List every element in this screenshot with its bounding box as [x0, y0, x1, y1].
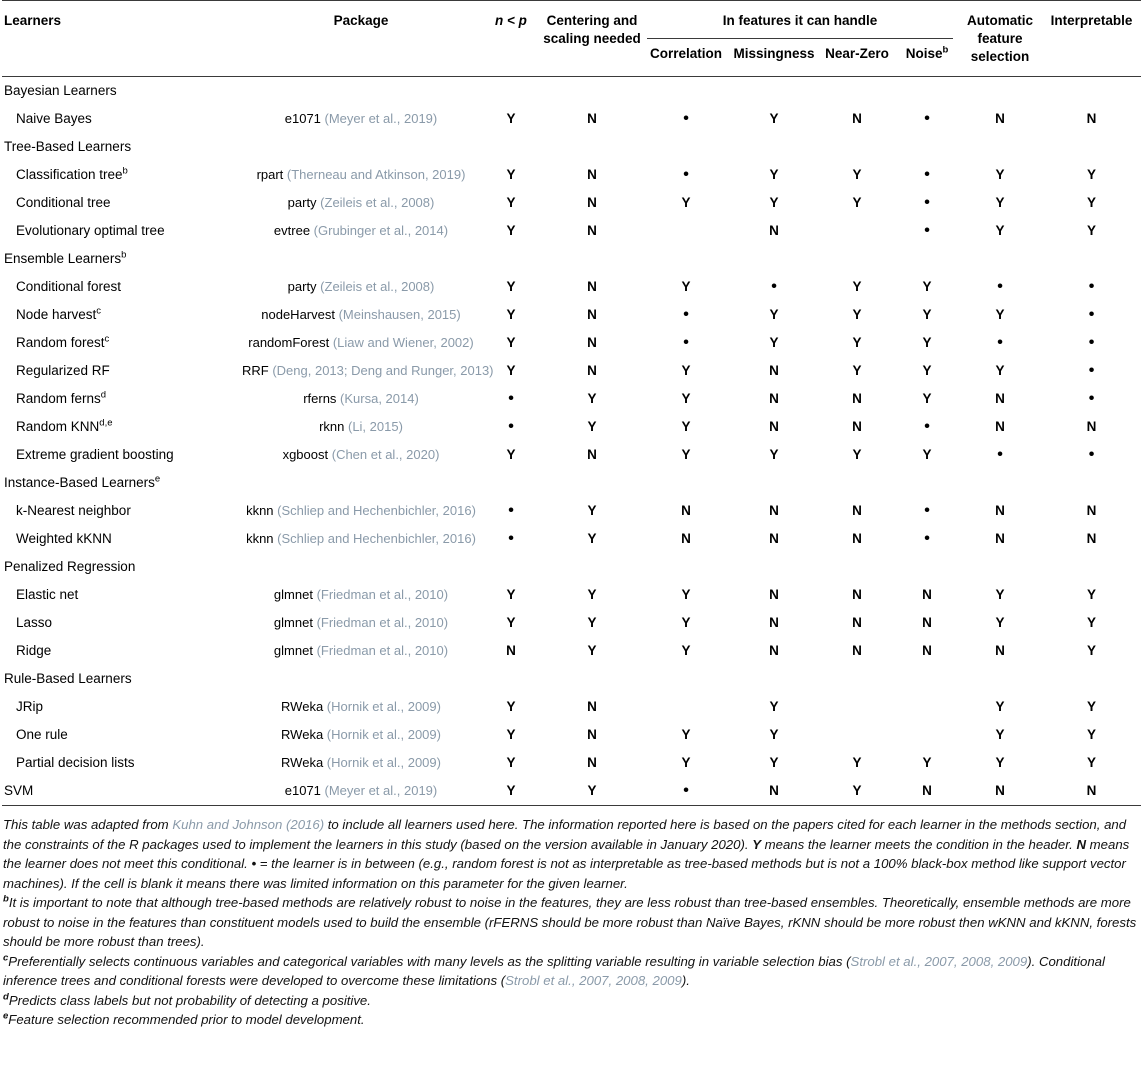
value-cell: Y	[852, 335, 862, 350]
value-cell: Y	[506, 587, 516, 602]
value-cell: Y	[506, 307, 516, 322]
learner-name: Regularized RF	[16, 363, 110, 378]
package-name: e1071 (Meyer et al., 2019)	[284, 783, 438, 798]
table-row	[2, 105, 1141, 133]
section-label: Ensemble Learners$^b$	[4, 249, 127, 266]
value-cell: Y	[681, 615, 691, 630]
value-cell: N	[587, 111, 597, 126]
section-label: Instance-Based Learners$^e$	[4, 473, 161, 490]
citation-link[interactable]: (Schliep and Hechenbichler, 2016)	[277, 503, 476, 518]
value-cell: Y	[995, 615, 1005, 630]
value-cell: Y	[1087, 727, 1097, 742]
col-group-features-handled	[642, 1, 958, 40]
value-cell: N	[852, 643, 862, 658]
value-cell: Y	[769, 111, 779, 126]
value-cell: Y	[1087, 643, 1097, 658]
learner-name: Naive Bayes	[16, 111, 92, 126]
col-header-centering-scaling: Centering and scaling needed	[543, 13, 641, 46]
table-row	[2, 413, 1141, 441]
table-row	[2, 441, 1141, 469]
value-cell: Y	[681, 587, 691, 602]
footnote: This table was adapted from Kuhn and Johnson (2016) to include all learners used here. The information reported here is based on the papers cited for each learner in the methods section, and the constraints of the R packages used to implement the learners in this study (based on the version available in January 2020). Y means the learner meets the condition in the header. N means the learner does not meet this conditional. • = the learner is in between (e.g., random forest is not as interpretable as tree-based methods but is not a 100% black-box method like support vector machines). If the cell is blank it means there was limited information on this parameter for the given learner.	[3, 817, 1130, 891]
value-cell: Y	[506, 615, 516, 630]
section-row	[2, 553, 1141, 581]
value-cell: •	[508, 390, 514, 407]
value-cell: Y	[995, 223, 1005, 238]
package-name: glmnet (Friedman et al., 2010)	[273, 643, 449, 658]
value-cell: Y	[1087, 195, 1097, 210]
learner-name: Lasso	[16, 615, 53, 630]
value-cell: Y	[506, 447, 516, 462]
col-header-correlation: Correlation	[649, 46, 722, 61]
value-cell: N	[769, 223, 779, 238]
value-cell: •	[1088, 306, 1095, 323]
value-cell: •	[1088, 278, 1095, 295]
section-row	[2, 77, 1141, 106]
value-cell: N	[587, 335, 597, 350]
value-cell: Y	[681, 391, 691, 406]
footnote-marker: c	[3, 952, 9, 964]
value-cell: Y	[587, 615, 597, 630]
value-cell: •	[1088, 446, 1095, 463]
value-cell: N	[587, 195, 597, 210]
table-body	[2, 77, 1141, 806]
value-cell: •	[508, 530, 514, 547]
value-cell: Y	[506, 699, 516, 714]
value-cell: Y	[769, 447, 779, 462]
value-cell: •	[683, 782, 689, 799]
value-cell: Y	[587, 587, 597, 602]
value-cell: Y	[852, 363, 862, 378]
value-cell: •	[508, 502, 514, 519]
table-row	[2, 637, 1141, 665]
section-row	[2, 133, 1141, 161]
value-cell: N	[769, 643, 779, 658]
value-cell: •	[924, 166, 930, 183]
value-cell: Y	[681, 419, 691, 434]
value-cell: Y	[1087, 755, 1097, 770]
package-name: nodeHarvest (Meinshausen, 2015)	[261, 307, 461, 322]
learner-name: Classification tree$^b$	[16, 165, 128, 182]
table-row	[2, 329, 1141, 357]
value-cell: N	[587, 279, 597, 294]
value-cell: •	[924, 502, 930, 519]
section-row	[2, 665, 1141, 693]
value-cell: Y	[995, 699, 1005, 714]
table-row	[2, 497, 1141, 525]
package-name: glmnet (Friedman et al., 2010)	[273, 615, 449, 630]
citation-link[interactable]: (Meinshausen, 2015)	[338, 307, 461, 322]
value-cell: Y	[922, 363, 932, 378]
table-row	[2, 301, 1141, 329]
value-cell: Y	[769, 699, 779, 714]
value-cell: •	[771, 278, 777, 295]
learner-name: SVM	[4, 783, 34, 798]
value-cell: Y	[1087, 699, 1097, 714]
value-cell: Y	[995, 587, 1005, 602]
citation-link[interactable]: (Zeileis et al., 2008)	[320, 279, 435, 294]
col-header-noise	[896, 39, 958, 77]
value-cell: Y	[922, 335, 932, 350]
value-cell: Y	[995, 727, 1005, 742]
value-cell: N	[587, 307, 597, 322]
value-cell: Y	[769, 755, 779, 770]
value-cell: Y	[506, 279, 516, 294]
value-cell: •	[508, 418, 514, 435]
table-header	[2, 1, 1141, 77]
citation-link[interactable]: (Friedman et al., 2010)	[316, 587, 449, 602]
citation-link[interactable]: (Chen et al., 2020)	[331, 447, 440, 462]
value-cell: N	[922, 643, 932, 658]
citation-link[interactable]: (Grubinger et al., 2014)	[313, 223, 449, 238]
value-cell: Y	[681, 447, 691, 462]
value-cell: Y	[506, 727, 516, 742]
value-cell: N	[587, 699, 597, 714]
value-cell: N	[995, 419, 1005, 434]
value-cell: Y	[1087, 167, 1097, 182]
value-cell: N	[922, 783, 932, 798]
value-cell: Y	[995, 167, 1005, 182]
value-cell: N	[506, 643, 516, 658]
learner-name: Random forest$^c$	[16, 333, 110, 350]
package-name: party (Zeileis et al., 2008)	[287, 279, 435, 294]
header-row-main	[2, 1, 1141, 40]
value-cell: Y	[995, 307, 1005, 322]
value-cell	[642, 693, 730, 721]
package-name: randomForest (Liaw and Wiener, 2002)	[248, 335, 474, 350]
value-cell: Y	[587, 391, 597, 406]
value-cell: Y	[681, 195, 691, 210]
col-header-near-zero: Near-Zero	[825, 46, 889, 61]
value-cell: N	[587, 447, 597, 462]
value-cell: Y	[506, 783, 516, 798]
value-cell: N	[922, 615, 932, 630]
value-cell: N	[995, 503, 1005, 518]
package-name: rferns (Kursa, 2014)	[303, 391, 419, 406]
learner-name: Partial decision lists	[16, 755, 135, 770]
learner-name: Random ferns$^d$	[16, 389, 107, 406]
value-cell: Y	[769, 727, 779, 742]
value-cell: N	[852, 531, 862, 546]
value-cell: Y	[506, 223, 516, 238]
value-cell: Y	[995, 195, 1005, 210]
learner-name: Conditional tree	[16, 195, 111, 210]
citation-link[interactable]: (Hornik et al., 2009)	[326, 727, 441, 742]
value-cell: N	[1086, 531, 1097, 546]
value-cell: Y	[852, 307, 862, 322]
value-cell: •	[924, 530, 930, 547]
value-cell: Y	[769, 307, 779, 322]
value-cell: Y	[852, 755, 862, 770]
citation-link[interactable]: (Zeileis et al., 2008)	[320, 195, 435, 210]
table-row	[2, 777, 1141, 806]
value-cell: Y	[852, 279, 862, 294]
features-group-label: In features it can handle	[647, 12, 953, 39]
value-cell: Y	[681, 755, 691, 770]
value-cell: •	[997, 334, 1003, 351]
table-row	[2, 581, 1141, 609]
value-cell: Y	[506, 195, 516, 210]
value-cell: Y	[995, 363, 1005, 378]
value-cell: Y	[587, 419, 597, 434]
value-cell: •	[1088, 362, 1095, 379]
value-cell: Y	[1087, 615, 1097, 630]
package-name: RWeka (Hornik et al., 2009)	[281, 727, 441, 742]
value-cell: N	[995, 391, 1005, 406]
citation-link[interactable]: (Meyer et al., 2019)	[324, 783, 438, 798]
section-row	[2, 245, 1141, 273]
learner-name: Node harvest$^c$	[16, 305, 102, 322]
learner-name: Conditional forest	[16, 279, 122, 294]
value-cell	[896, 693, 958, 721]
citation-link[interactable]: (Friedman et al., 2010)	[316, 643, 449, 658]
value-cell: Y	[1087, 223, 1097, 238]
value-cell: Y	[769, 195, 779, 210]
value-cell: N	[769, 783, 779, 798]
value-cell: Y	[587, 531, 597, 546]
value-cell: N	[995, 783, 1005, 798]
value-cell: Y	[587, 503, 597, 518]
citation-link[interactable]: (Therneau and Atkinson, 2019)	[286, 167, 466, 182]
learner-name: Evolutionary optimal tree	[16, 223, 165, 238]
citation-link[interactable]: (Friedman et al., 2010)	[316, 615, 449, 630]
learner-name: Random KNN$^{d,e}$	[16, 417, 113, 434]
value-cell: N	[922, 587, 932, 602]
value-cell: •	[997, 446, 1003, 463]
package-name: xgboost (Chen et al., 2020)	[282, 447, 440, 462]
value-cell: Y	[506, 335, 516, 350]
citation-link[interactable]: (Li, 2015)	[347, 419, 403, 434]
package-name: evtree (Grubinger et al., 2014)	[273, 223, 449, 238]
value-cell: Y	[995, 755, 1005, 770]
value-cell: •	[924, 418, 930, 435]
value-cell: N	[995, 111, 1005, 126]
value-cell: •	[997, 278, 1003, 295]
col-header-interpretable: Interpretable	[1050, 13, 1133, 28]
value-cell: N	[1086, 783, 1097, 798]
value-cell: N	[681, 531, 691, 546]
value-cell: Y	[922, 447, 932, 462]
footnote: $^c$Preferentially selects continuous variables and categorical variables with many levels as the splitting variable resulting in variable selection bias (Strobl et al., 2007, 2008, 2009). Conditional inference trees and conditional forests were developed to overcome these limitations (Strobl et al., 2007, 2008, 2009).	[3, 952, 1105, 988]
package-name: kknn (Schliep and Hechenbichler, 2016)	[246, 531, 476, 546]
citation-link[interactable]: (Liaw and Wiener, 2002)	[332, 335, 474, 350]
value-cell: •	[924, 110, 930, 127]
value-cell: Y	[1087, 587, 1097, 602]
table-row	[2, 357, 1141, 385]
learner-name: Weighted kKNN	[16, 531, 112, 546]
value-cell: Y	[852, 195, 862, 210]
package-name: party (Zeileis et al., 2008)	[287, 195, 435, 210]
table-row	[2, 273, 1141, 301]
citation-link[interactable]: Strobl et al., 2007, 2008, 2009	[850, 953, 1028, 969]
value-cell: N	[587, 755, 597, 770]
value-cell: N	[769, 503, 779, 518]
value-cell: Y	[852, 447, 862, 462]
value-cell: Y	[587, 783, 597, 798]
value-cell: Y	[587, 643, 597, 658]
section-label: Penalized Regression	[4, 559, 136, 574]
package-name: kknn (Schliep and Hechenbichler, 2016)	[246, 503, 476, 518]
footnote: $^e$Feature selection recommended prior to model development.	[3, 1010, 365, 1027]
citation-link[interactable]: (Kursa, 2014)	[340, 391, 419, 406]
emphasis-text: N	[1076, 836, 1086, 852]
value-cell: Y	[681, 363, 691, 378]
citation-link[interactable]: Strobl et al., 2007, 2008, 2009	[505, 973, 682, 988]
value-cell: N	[587, 363, 597, 378]
citation-link[interactable]: (Hornik et al., 2009)	[326, 699, 441, 714]
citation-link[interactable]: (Schliep and Hechenbichler, 2016)	[277, 531, 476, 546]
table-row	[2, 189, 1141, 217]
value-cell	[818, 217, 896, 245]
col-header-learners: Learners	[4, 13, 62, 28]
package-name: rknn (Li, 2015)	[319, 419, 403, 434]
table-row	[2, 609, 1141, 637]
value-cell: Y	[506, 167, 516, 182]
value-cell: N	[587, 727, 597, 742]
learner-name: k-Nearest neighbor	[16, 503, 131, 518]
noise-label: Noise	[905, 46, 943, 61]
value-cell	[818, 721, 896, 749]
section-row	[2, 469, 1141, 497]
learner-name: JRip	[16, 699, 44, 714]
citation-link[interactable]: (Hornik et al., 2009)	[326, 755, 441, 770]
section-label: Rule-Based Learners	[4, 671, 132, 686]
value-cell: N	[995, 643, 1005, 658]
section-label: Tree-Based Learners	[4, 139, 132, 154]
package-name: rpart (Therneau and Atkinson, 2019)	[256, 167, 466, 182]
table-row	[2, 693, 1141, 721]
value-cell: N	[769, 531, 779, 546]
value-cell: N	[1086, 111, 1097, 126]
citation-link[interactable]: Kuhn and Johnson (2016)	[172, 817, 325, 832]
table-row	[2, 749, 1141, 777]
footnote: $^d$Predicts class labels but not probability of detecting a positive.	[3, 991, 371, 1008]
value-cell	[896, 721, 958, 749]
table-row	[2, 525, 1141, 553]
value-cell: N	[852, 419, 862, 434]
value-cell: Y	[922, 279, 932, 294]
value-cell: Y	[769, 335, 779, 350]
citation-link[interactable]: (Deng, 2013; Deng and Runger, 2013)	[272, 363, 494, 378]
value-cell: N	[587, 167, 597, 182]
emphasis-text: Y	[752, 836, 761, 852]
value-cell: Y	[506, 111, 516, 126]
value-cell: Y	[506, 755, 516, 770]
value-cell: Y	[681, 643, 691, 658]
value-cell: Y	[681, 727, 691, 742]
value-cell: Y	[506, 363, 516, 378]
footnote: $^b$It is important to note that although tree-based methods are relatively robust to noise in the features, they are less robust than tree-based ensembles. Theoretically, ensemble methods are more robust to noise in the features than constituent models used to build the ensemble (rFERNS should be more robust than Naïve Bayes, rKNN should be more robust then wKNN and kKNN, forests should be more robust than trees).	[3, 893, 1137, 949]
value-cell: Y	[681, 279, 691, 294]
col-header-package: Package	[333, 13, 389, 28]
value-cell: N	[769, 391, 779, 406]
col-header-n-lt-p: n < p	[495, 13, 527, 28]
value-cell: N	[852, 503, 862, 518]
package-name: glmnet (Friedman et al., 2010)	[273, 587, 449, 602]
value-cell: N	[852, 587, 862, 602]
section-label: Bayesian Learners	[2, 77, 1141, 106]
value-cell: N	[852, 615, 862, 630]
learners-table	[2, 0, 1141, 806]
value-cell: •	[924, 222, 930, 239]
value-cell	[642, 217, 730, 245]
value-cell	[818, 693, 896, 721]
value-cell: N	[852, 391, 862, 406]
value-cell: •	[924, 194, 930, 211]
col-header-missingness: Missingness	[733, 46, 815, 61]
package-name: RWeka (Hornik et al., 2009)	[281, 755, 441, 770]
learner-name: Ridge	[16, 643, 52, 658]
value-cell: N	[1086, 503, 1097, 518]
noise-footnote-marker: b	[942, 44, 949, 56]
value-cell: Y	[922, 755, 932, 770]
package-name: e1071 (Meyer et al., 2019)	[284, 111, 438, 126]
value-cell: •	[683, 166, 689, 183]
value-cell: Y	[769, 167, 779, 182]
table-row	[2, 721, 1141, 749]
value-cell: Y	[922, 307, 932, 322]
value-cell: N	[769, 587, 779, 602]
learner-name: One rule	[16, 727, 68, 742]
table-row	[2, 385, 1141, 413]
footnotes	[2, 806, 1141, 1036]
value-cell: N	[681, 503, 691, 518]
table-row	[2, 161, 1141, 189]
package-name: RRF (Deng, 2013; Deng and Runger, 2013)	[242, 363, 494, 378]
value-cell: •	[683, 110, 689, 127]
value-cell: Y	[852, 783, 862, 798]
value-cell: N	[1086, 419, 1097, 434]
value-cell: •	[1088, 334, 1095, 351]
value-cell: N	[995, 531, 1005, 546]
value-cell: N	[587, 223, 597, 238]
citation-link[interactable]: (Meyer et al., 2019)	[324, 111, 438, 126]
value-cell: Y	[922, 391, 932, 406]
col-header-automatic-feature-selection: Automatic feature selection	[967, 13, 1034, 64]
emphasis-text: •	[251, 856, 257, 871]
value-cell: Y	[852, 167, 862, 182]
learner-name: Elastic net	[16, 587, 79, 602]
value-cell: N	[852, 111, 862, 126]
package-name: RWeka (Hornik et al., 2009)	[281, 699, 441, 714]
footnote-marker: d	[3, 991, 9, 1003]
value-cell: N	[769, 419, 779, 434]
footnote-marker: e	[3, 1010, 9, 1022]
footnote-marker: b	[3, 893, 9, 905]
value-cell: N	[769, 363, 779, 378]
learner-name: Extreme gradient boosting	[16, 447, 174, 462]
value-cell: •	[683, 334, 689, 351]
value-cell: N	[769, 615, 779, 630]
value-cell: •	[683, 306, 689, 323]
table-row	[2, 217, 1141, 245]
value-cell: •	[1088, 390, 1095, 407]
